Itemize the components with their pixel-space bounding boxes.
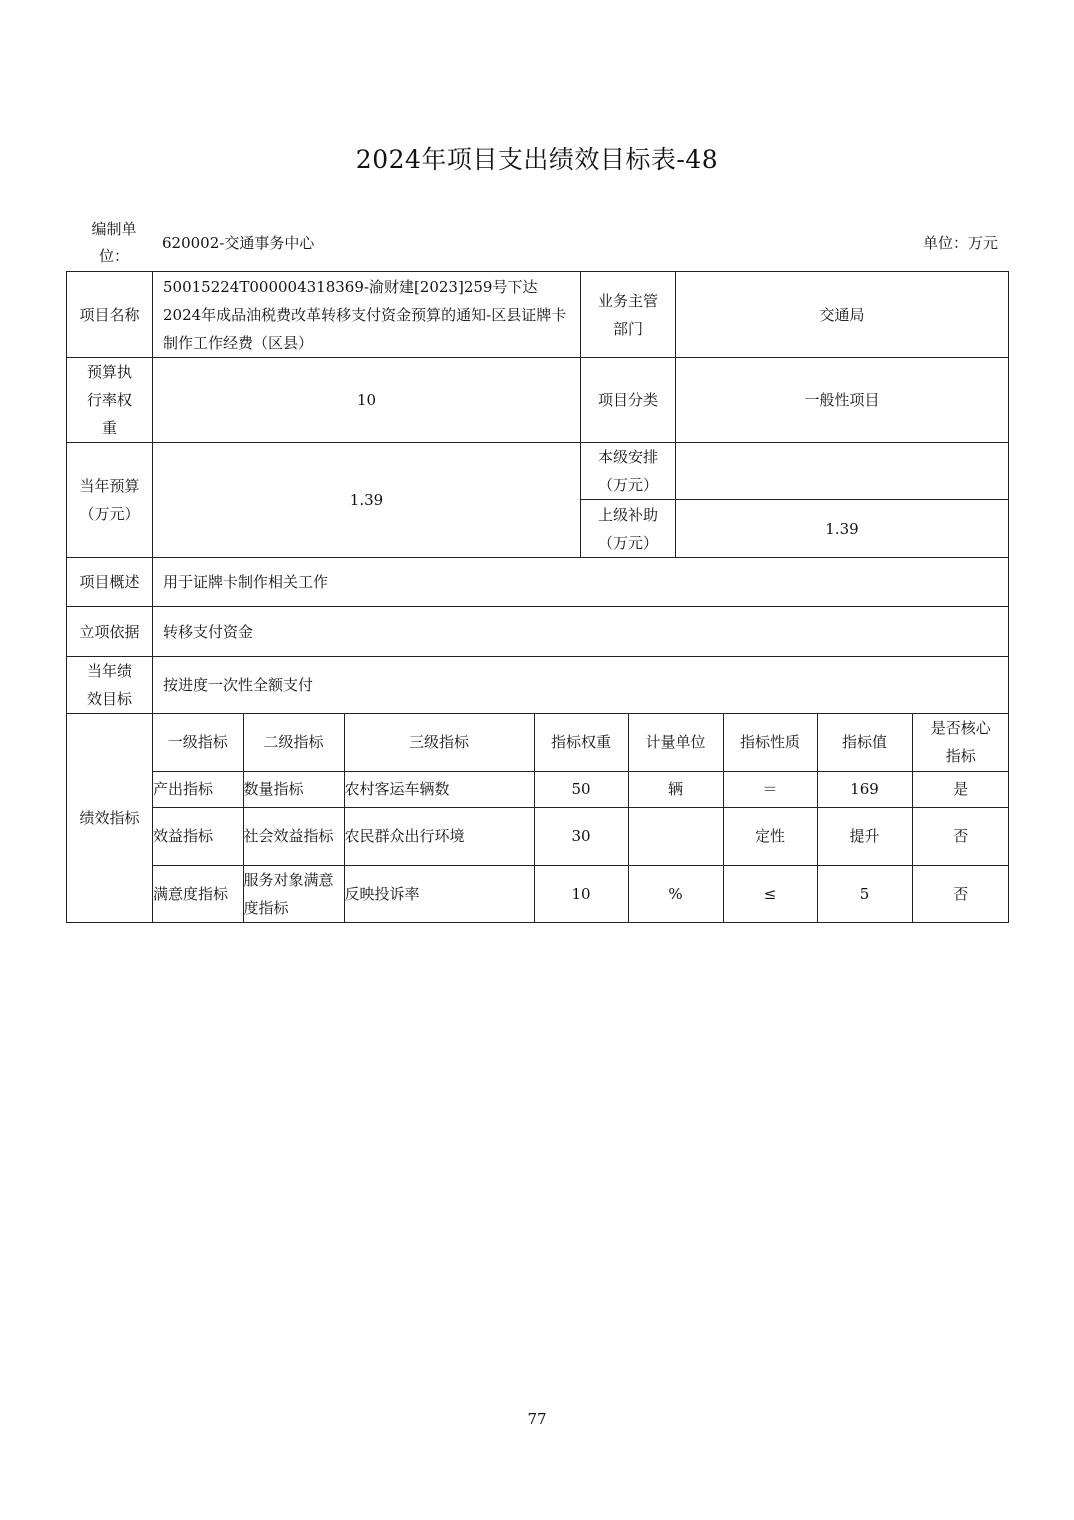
org-value: 620002-交通事务中心 bbox=[162, 234, 315, 252]
superior-label: 上级补助（万元） bbox=[581, 500, 676, 558]
budget-value: 1.39 bbox=[153, 443, 581, 558]
row2-core: 否 bbox=[912, 807, 1009, 865]
row2-nature: 定性 bbox=[723, 807, 817, 865]
page-number: 77 bbox=[527, 1410, 547, 1428]
indicator-cell bbox=[153, 714, 1009, 923]
row3-value: 5 bbox=[817, 865, 912, 922]
exec-weight-value: 10 bbox=[153, 358, 581, 443]
basis-value: 转移支付资金 bbox=[153, 607, 1009, 657]
budget-label: 当年预算（万元） bbox=[67, 443, 153, 558]
category-label: 项目分类 bbox=[581, 358, 676, 443]
row3-weight: 10 bbox=[534, 865, 628, 922]
local-label: 本级安排（万元） bbox=[581, 443, 676, 500]
indicator-table bbox=[153, 714, 1009, 922]
row3-level2: 服务对象满意度指标 bbox=[243, 865, 344, 922]
row1-level1: 产出指标 bbox=[153, 771, 243, 807]
row2-level3: 农民群众出行环境 bbox=[344, 807, 534, 865]
table-row bbox=[153, 807, 1009, 865]
row1-nature: ＝ bbox=[723, 771, 817, 807]
row3-level3: 反映投诉率 bbox=[344, 865, 534, 922]
indicator-header-row bbox=[153, 714, 1009, 771]
local-value bbox=[676, 443, 1009, 500]
row2-level2: 社会效益指标 bbox=[243, 807, 344, 865]
row1-level2: 数量指标 bbox=[243, 771, 344, 807]
row1-unit: 辆 bbox=[628, 771, 723, 807]
header-weight: 指标权重 bbox=[534, 714, 628, 771]
table-row bbox=[153, 865, 1009, 922]
perf-label: 绩效指标 bbox=[67, 714, 153, 923]
header-nature: 指标性质 bbox=[723, 714, 817, 771]
meta-row bbox=[66, 216, 1008, 270]
header-level3: 三级指标 bbox=[344, 714, 534, 771]
row1-level3: 农村客运车辆数 bbox=[344, 771, 534, 807]
dept-label: 业务主管部门 bbox=[581, 272, 676, 358]
header-value: 指标值 bbox=[817, 714, 912, 771]
header-unit: 计量单位 bbox=[628, 714, 723, 771]
overview-value: 用于证牌卡制作相关工作 bbox=[153, 558, 1009, 607]
superior-value: 1.39 bbox=[676, 500, 1009, 558]
table-row bbox=[153, 771, 1009, 807]
row2-weight: 30 bbox=[534, 807, 628, 865]
unit-label: 单位：万元 bbox=[922, 234, 998, 252]
goal-value: 按进度一次性全额支付 bbox=[153, 657, 1009, 714]
header-level1: 一级指标 bbox=[153, 714, 243, 771]
goal-label: 当年绩效目标 bbox=[67, 657, 153, 714]
exec-weight-label: 预算执行率权重 bbox=[67, 358, 153, 443]
category-value: 一般性项目 bbox=[676, 358, 1009, 443]
project-name-label: 项目名称 bbox=[67, 272, 153, 358]
org-label: 编制单位： bbox=[91, 220, 137, 265]
row1-core: 是 bbox=[912, 771, 1009, 807]
performance-table bbox=[66, 271, 1009, 923]
row3-level1: 满意度指标 bbox=[153, 865, 243, 922]
row3-nature: ≤ bbox=[723, 865, 817, 922]
row3-unit: % bbox=[628, 865, 723, 922]
row2-unit bbox=[628, 807, 723, 865]
row1-weight: 50 bbox=[534, 771, 628, 807]
row2-level1: 效益指标 bbox=[153, 807, 243, 865]
header-level2: 二级指标 bbox=[243, 714, 344, 771]
header-core: 是否核心指标 bbox=[912, 714, 1009, 771]
row3-core: 否 bbox=[912, 865, 1009, 922]
overview-label: 项目概述 bbox=[67, 558, 153, 607]
row1-value: 169 bbox=[817, 771, 912, 807]
row2-value: 提升 bbox=[817, 807, 912, 865]
page-title: 2024年项目支出绩效目标表-48 bbox=[355, 145, 719, 174]
dept-value: 交通局 bbox=[676, 272, 1009, 358]
basis-label: 立项依据 bbox=[67, 607, 153, 657]
project-name-value: 50015224T000004318369-渝财建[2023]259号下达2024年成品油税费改革转移支付资金预算的通知-区县证牌卡制作工作经费（区县） bbox=[153, 272, 581, 358]
